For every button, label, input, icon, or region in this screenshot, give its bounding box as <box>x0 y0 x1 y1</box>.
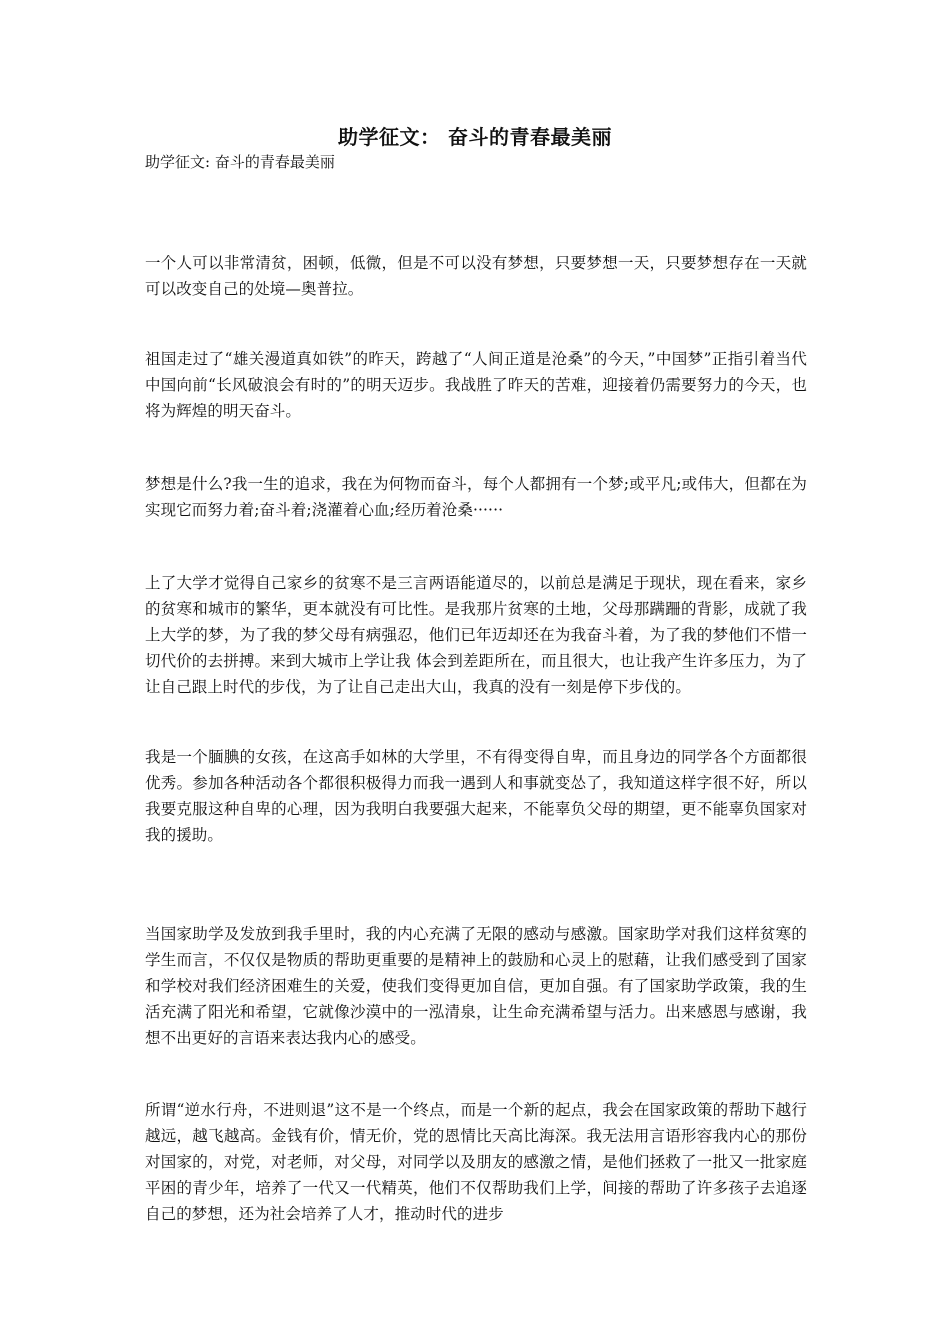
paragraph-1: 一个人可以非常清贫，困顿，低微，但是不可以没有梦想，只要梦想一天，只要梦想存在一天就可以改变自己的处境—奥普拉。 <box>145 254 807 298</box>
paragraph-7: 所谓“逆水行舟，不进则退”这不是一个终点，而是一个新的起点，我会在国家政策的帮助下越行越远，越飞越高。金钱有价，情无价，党的恩情比天高比海深。我无法用言语形容我内心的那份对国家的，对党，对老师，对父母，对同学以及朋友的感激之情，是他们拯救了一批又一批家庭平困的青少年，培养了一代又一代精英，他们不仅帮助我们上学，间接的帮助了许多孩子去追逐自己的梦想，还为社会培养了人才，推动时代的进步 <box>145 1101 807 1223</box>
page-title: 助学征文： 奋斗的青春最美丽 <box>338 125 612 149</box>
paragraph-2: 祖国走过了“雄关漫道真如铁”的昨天，跨越了“人间正道是沧桑”的今天，”中国梦”正指引着当代中国向前“长风破浪会有时的”的明天迈步。我战胜了昨天的苦难，迎接着仍需要努力的今天，也将为辉煌的明天奋斗。 <box>145 350 807 420</box>
paragraph-4: 上了大学才觉得自己家乡的贫寒不是三言两语能道尽的，以前总是满足于现状，现在看来，家乡的贫寒和城市的繁华，更本就没有可比性。是我那片贫寒的土地，父母那蹒跚的背影，成就了我上大学的梦，为了我的梦父母有病强忍，他们已年迈却还在为我奋斗着，为了我的梦他们不惜一切代价的去拼搏。来到大城市上学让我 体会到差距所在，而且很大，也让我产生许多压力，为了让自己跟上时代的步伐，为了让自己走出大山，我真的没有一刻是停下步伐的。 <box>145 574 807 696</box>
paragraph-5: 我是一个腼腆的女孩，在这高手如林的大学里，不有得变得自卑，而且身边的同学各个方面都很优秀。参加各种活动各个都很积极得力而我一遇到人和事就变怂了，我知道这样字很不好，所以我要克服这种自卑的心理，因为我明白我要强大起来，不能辜负父母的期望，更不能辜负国家对我的援助。 <box>145 748 807 844</box>
page-subtitle: 助学征文: 奋斗的青春最美丽 <box>145 153 335 171</box>
paragraph-6: 当国家助学及发放到我手里时，我的内心充满了无限的感动与感激。国家助学对我们这样贫寒的学生而言，不仅仅是物质的帮助更重要的是精神上的鼓励和心灵上的慰藉，让我们感受到了国家和学校对我们经济困难生的关爱，使我们变得更加自信，更加自强。有了国家助学政策，我的生活充满了阳光和希望，它就像沙漠中的一泓清泉，让生命充满希望与活力。出来感恩与感谢，我想不出更好的言语来表达我内心的感受。 <box>145 925 807 1047</box>
paragraph-3: 梦想是什么?我一生的追求，我在为何物而奋斗，每个人都拥有一个梦;或平凡;或伟大，但都在为实现它而努力着;奋斗着;浇灌着心血;经历着沧桑······ <box>145 475 807 519</box>
